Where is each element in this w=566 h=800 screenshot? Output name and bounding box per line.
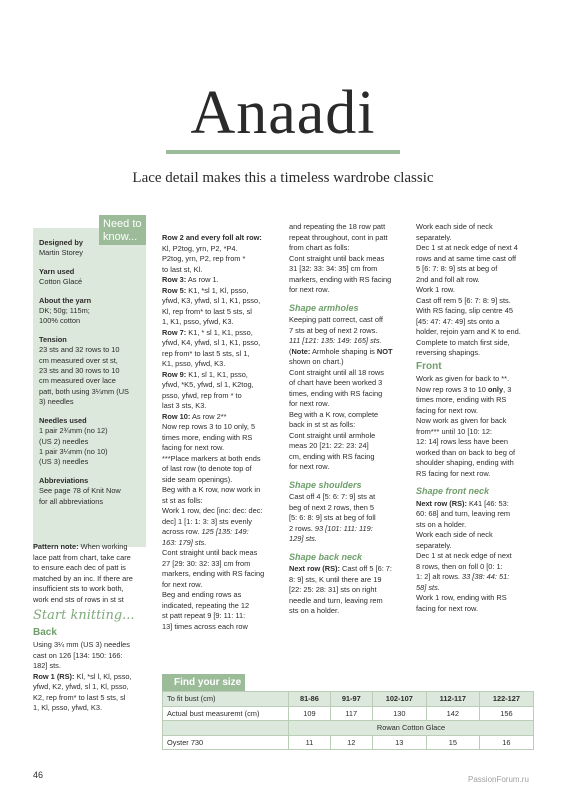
- row-5-label: Row 5:: [162, 285, 187, 295]
- back-body-text-a: Now rep rows 3 to 10 only, 5 times more, ending with RS facing for next row. ***Place markers at both ends of last row (to denote top of side seam openings). Beg with a K row, now work in st st as folls: Work 1 row, dec [inc: dec: dec: dec] 1 [1: 1: 3: 3] sts evenly across row.: [162, 422, 263, 536]
- yarn-used-value: Cotton Glacé: [39, 277, 83, 287]
- row-10-label: Row 10:: [162, 411, 191, 421]
- back-heading: Back: [33, 626, 57, 638]
- row-2-instruction: [162, 233, 282, 275]
- note-label: Note:: [291, 346, 311, 356]
- table-row-label: [163, 721, 289, 736]
- tension-value: 23 sts and 32 rows to 10 cm measured over st st, 23 sts and 30 rows to 10 cm measured over lace patt, both using 3¼mm (US 3) needles: [39, 345, 129, 407]
- about-yarn-heading: About the yarn: [39, 295, 92, 305]
- table-cell: 12: [330, 735, 372, 750]
- note-open: (: [289, 346, 292, 356]
- armholes-text-b: Cont straight until all 18 rows of chart have been worked 3 times, ending with RS facing for next row. Beg with a K row, complete back in st st as folls: Cont straight until armhole meas 20 [21: 22: 23: 24] cm, ending with RS facing for next row.: [289, 367, 384, 471]
- table-row: [163, 692, 534, 707]
- row-3-label: Row 3:: [162, 275, 187, 284]
- front-neck-text: [416, 499, 534, 615]
- shape-front-neck-heading: Shape front neck: [416, 486, 490, 496]
- shape-back-neck-heading: Shape back neck: [289, 551, 363, 562]
- page-subtitle: Lace detail makes this a timeless wardrobe classic: [132, 170, 434, 186]
- front-neck-next-row-label: Next row (RS):: [416, 498, 467, 508]
- pattern-note-label: Pattern note:: [33, 542, 79, 551]
- column-1: [33, 542, 151, 714]
- neck-sides-text: Work each side of neck separately. Dec 1 st at neck edge of next 4 rows and at same time cast off 5 [6: 7: 8: 9] sts at beg of 2nd and foll alt row. Work 1 row. Cast off rem 5 [6: 7: 8: 9] sts. With RS facing, slip centre 45 [45: 47: 47: 49] sts onto a holder, rejoin yarn and K to end. Complete to match first side, reversing shapings.: [416, 222, 521, 357]
- row-9-text: K1, sl 1, K1, psso, yfwd, *K5, yfwd, sl 1, K2tog, psso, yfwd, rep from * to last 3 sts, K3.: [162, 369, 254, 410]
- row-9-instruction: [162, 370, 282, 412]
- row-3-text: As row 1.: [186, 275, 219, 284]
- row-1-text: Kl, *sl l, Kl, psso, yfwd, K2, yfwd, sl 1, Kl, psso, K2, rep from* to last 5 sts, sl 1, Kl, psso, yfwd, K3.: [33, 671, 132, 712]
- note-text: Armhole shaping is: [310, 346, 377, 356]
- front-text: [416, 374, 534, 479]
- need-to-know-tab: Need to know...: [99, 215, 146, 245]
- front-neck-text-b: Work each side of neck separately. Dec 1 st at neck edge of next 8 rows, then on foll 0 [0: 1: 1: 2] alt rows.: [416, 530, 512, 581]
- front-text-b: , 3 times more, ending with RS facing for next row. Now work as given for back from*** until 10 [10: 12: 12: 14] rows less have been worked than on back to beg of shoulder shaping, ending with RS facing for next row.: [416, 384, 516, 478]
- back-body-text-b: Cont straight until back meas 27 [29: 30: 32: 33] cm from markers, ending with RS facing for next row. Beg and ending rows as indicated, repeating the 12 st patt repeat 9 [9: 11: 11: 13] times across each row: [162, 548, 265, 631]
- table-row-label: To fit bust (cm): [163, 692, 289, 707]
- table-cell: 109: [289, 706, 331, 721]
- watermark: PassionForum.ru: [468, 775, 529, 784]
- row-2-label: Row 2 and every foll alt row:: [162, 233, 262, 242]
- row-3-instruction: [162, 275, 282, 286]
- table-cell: 156: [479, 706, 533, 721]
- front-neck-text-c: Work 1 row, ending with RS facing for next row.: [416, 593, 507, 613]
- abbreviations-value: See page 78 of Knit Now for all abbreviations: [39, 486, 121, 506]
- front-only: only: [487, 384, 504, 394]
- shape-armholes-heading: Shape armholes: [289, 302, 359, 313]
- row-1-label: Row 1 (RS):: [33, 671, 75, 681]
- table-cell: 91-97: [330, 692, 372, 707]
- row-7-text: K1, * sl 1, K1, psso, yfwd, K4, yfwd, sl 1, K1, psso, rep from* to last 5 sts, sl 1, K1, psso, yfwd, K3.: [162, 327, 261, 368]
- column-4: [416, 222, 534, 614]
- back-body-text: [162, 422, 282, 632]
- table-cell: 117: [330, 706, 372, 721]
- shoulders-text-a: Cast off 4 [5: 6: 7: 9] sts at beg of next 2 rows, then 5 [5: 6: 8: 9] sts at beg of foll 2 rows.: [289, 492, 376, 533]
- shoulders-text: [289, 492, 407, 545]
- tension-heading: Tension: [39, 334, 67, 344]
- table-cell: 112-117: [426, 692, 479, 707]
- row-2-text: Kl, P2tog, yrn, P2, *P4. P2tog, yrn, P2, rep from * to last st, Kl.: [162, 243, 246, 274]
- row-10-instruction: [162, 412, 282, 423]
- title-underline: [166, 150, 400, 154]
- table-row: [163, 735, 534, 750]
- designer-value: Martin Storey: [39, 248, 83, 258]
- shoulders-stitch-count: 93 [101: 111: 119: 129] sts.: [289, 523, 373, 543]
- armholes-text-a: Keeping patt correct, cast off 7 sts at beg of next 2 rows.: [289, 315, 383, 335]
- yarn-used-heading: Yarn used: [39, 266, 75, 276]
- note-not: NOT: [376, 346, 393, 356]
- table-cell: 130: [372, 706, 426, 721]
- needles-heading: Needles used: [39, 415, 87, 425]
- pattern-note: [33, 542, 151, 605]
- table-row-label: Actual bust measuremt (cm): [163, 706, 289, 721]
- column-3: [289, 222, 407, 617]
- table-row-label: Oyster 730: [163, 735, 289, 750]
- back-neck-next-row-label: Next row (RS):: [289, 564, 340, 573]
- table-cell: 11: [289, 735, 331, 750]
- needles-value: 1 pair 2¾mm (no 12) (US 2) needles 1 pair 3¼mm (no 10) (US 3) needles: [39, 426, 108, 467]
- back-stitch-count: 125 [135: 149: 163: 179] sts.: [162, 527, 249, 547]
- table-row: [163, 706, 534, 721]
- armholes-stitch-count: 111 [121: 135: 149: 165] sts.: [289, 336, 382, 345]
- pattern-note-text: When working lace patt from chart, take care to ensure each dec of patt is matched by an inc. If there are insufficient sts to work both, work end sts of rows in st st: [33, 542, 133, 604]
- back-neck-text: [289, 564, 407, 617]
- table-cell: 13: [372, 735, 426, 750]
- row-5-instruction: [162, 286, 282, 328]
- front-neck-next-row-text: K41 [46: 53: 60: 68] and turn, leaving rem sts on a holder.: [416, 498, 511, 529]
- front-text-a: Work as given for back to **. Now rep rows 3 to 10: [416, 374, 510, 394]
- row-1-instruction: [33, 672, 151, 714]
- front-heading: Front: [416, 360, 442, 372]
- table-cell: 15: [426, 735, 479, 750]
- chart-intro-text: and repeating the 18 row patt repeat throughout, cont in patt from chart as folls: Cont straight until back meas 31 [32: 33: 34: 35] cm from markers, ending with RS facing for next row.: [289, 222, 392, 294]
- column-2: [162, 233, 282, 632]
- row-7-label: Row 7:: [162, 327, 187, 337]
- back-cast-on-text: Using 3¼ mm (US 3) needles cast on 126 [134: 150: 166: 182] sts.: [33, 640, 130, 670]
- table-cell: 142: [426, 706, 479, 721]
- page-number: 46: [33, 770, 44, 780]
- abbreviations-heading: Abbreviations: [39, 475, 89, 485]
- row-9-label: Row 9:: [162, 369, 187, 379]
- row-5-text: K1, *sl 1, Kl, psso, yfwd, K3, yfwd, sl 1, K1, psso, Kl, rep from* to last 5 sts, sl 1, K1, psso, yfwd, K3.: [162, 285, 261, 326]
- designer-heading: Designed by: [39, 238, 83, 247]
- table-row: [163, 721, 534, 736]
- shape-shoulders-heading: Shape shoulders: [289, 479, 362, 490]
- row-7-instruction: [162, 328, 282, 370]
- back-neck-next-row-text: Cast off 5 [6: 7: 8: 9] sts, K until there are 19 [22: 25: 28: 31] sts on right needle and turn, leaving rem sts on a holder.: [289, 564, 392, 615]
- find-your-size-tab: Find your size: [162, 674, 245, 691]
- row-10-text: As row 2**: [190, 411, 227, 421]
- size-table: [162, 691, 534, 750]
- front-neck-stitch-count: 33 [38: 44: 51: 58] sts.: [416, 572, 510, 592]
- yarn-name-cell: Rowan Cotton Glace: [289, 721, 534, 736]
- page-title: Anaadi: [190, 79, 376, 147]
- table-cell: 102-107: [372, 692, 426, 707]
- about-yarn-value: DK; 50g; 115m; 100% cotton: [39, 306, 90, 326]
- table-cell: 16: [479, 735, 533, 750]
- need-to-know-content: [39, 238, 145, 507]
- start-knitting-heading: Start knitting...: [33, 608, 135, 623]
- note-end: shown on chart.): [289, 357, 344, 366]
- table-cell: 81-86: [289, 692, 331, 707]
- table-cell: 122-127: [479, 692, 533, 707]
- armholes-text: [289, 315, 407, 473]
